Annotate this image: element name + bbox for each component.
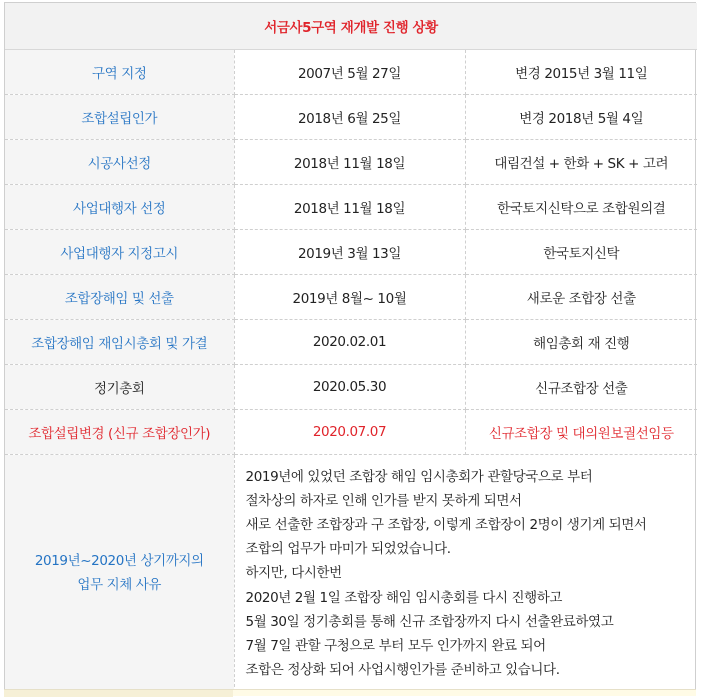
row-label: 조합장해임 및 선출 — [5, 274, 234, 319]
delay-text-line: 절차상의 하자로 인해 인가를 받지 못하게 되면서 — [245, 492, 522, 509]
delay-text-line: 조합은 정상화 되어 사업시행인가를 준비하고 있습니다. — [245, 662, 560, 679]
table-row — [5, 94, 697, 139]
row-label: 시공사선정 — [5, 139, 234, 184]
progress-table — [5, 3, 697, 692]
table-row — [5, 319, 697, 364]
row-date: 2018년 11월 18일 — [234, 184, 465, 229]
table-row-highlight — [5, 409, 697, 454]
delay-label-line: 2019년~2020년 상기까지의 — [34, 553, 204, 570]
table-row — [5, 274, 697, 319]
delay-text-line: 2019년에 있었던 조합장 해임 임시총회가 관할당국으로 부터 — [245, 468, 593, 485]
progress-table-container — [4, 2, 696, 693]
delay-text-line: 2020년 2월 1일 조합장 해임 임시총회를 다시 진행하고 — [245, 589, 563, 606]
delay-text-line: 5월 30일 정기총회를 통해 신규 조합장까지 다시 선출완료하였고 — [245, 613, 614, 630]
row-note: 새로운 조합장 선출 — [465, 274, 697, 319]
delay-text-line: 하지만, 다시한번 — [245, 565, 342, 582]
row-date: 2020.02.01 — [234, 319, 465, 364]
delay-reason-label — [5, 454, 234, 692]
row-label: 조합장해임 재임시총회 및 가결 — [5, 319, 234, 364]
row-date: 2019년 8월~ 10월 — [234, 274, 465, 319]
delay-text-line: 7월 7일 관할 구청으로 부터 모두 인가까지 완료 되어 — [245, 637, 546, 654]
delay-label-line: 업무 지체 사유 — [77, 577, 162, 594]
row-note: 대림건설 + 한화 + SK + 고려 — [465, 139, 697, 184]
row-label: 조합설립변경 (신규 조합장인가) — [5, 409, 234, 454]
title-row — [5, 3, 697, 49]
table-title: 서금사5구역 재개발 진행 상황 — [5, 3, 697, 49]
delay-text-line: 조합의 업무가 마미가 되었었습니다. — [245, 541, 451, 558]
row-note: 해임총회 재 진행 — [465, 319, 697, 364]
delay-reason-text — [234, 454, 697, 692]
row-label: 조합설립인가 — [5, 94, 234, 139]
row-label: 사업대행자 지정고시 — [5, 229, 234, 274]
row-date: 2018년 11월 18일 — [234, 139, 465, 184]
row-note: 한국토지신탁으로 조합원의결 — [465, 184, 697, 229]
row-date: 2007년 5월 27일 — [234, 49, 465, 94]
row-note: 신규조합장 및 대의원보궐선임등 — [465, 409, 697, 454]
row-label: 구역 지정 — [5, 49, 234, 94]
row-date: 2020.07.07 — [234, 409, 465, 454]
table-row — [5, 49, 697, 94]
table-row — [5, 364, 697, 409]
delay-text-line: 새로 선출한 조합장과 구 조합장, 이렇게 조합장이 2명이 생기게 되면서 — [245, 516, 647, 533]
delay-reason-row — [5, 454, 697, 692]
table-row — [5, 229, 697, 274]
row-note: 변경 2018년 5월 4일 — [465, 94, 697, 139]
row-note: 한국토지신탁 — [465, 229, 697, 274]
row-label: 사업대행자 선정 — [5, 184, 234, 229]
row-date: 2019년 3월 13일 — [234, 229, 465, 274]
row-date: 2020.05.30 — [234, 364, 465, 409]
table-row — [5, 184, 697, 229]
row-label: 정기총회 — [5, 364, 234, 409]
next-row-edge — [4, 689, 696, 696]
row-note: 신규조합장 선출 — [465, 364, 697, 409]
row-date: 2018년 6월 25일 — [234, 94, 465, 139]
row-note: 변경 2015년 3월 11일 — [465, 49, 697, 94]
table-row — [5, 139, 697, 184]
